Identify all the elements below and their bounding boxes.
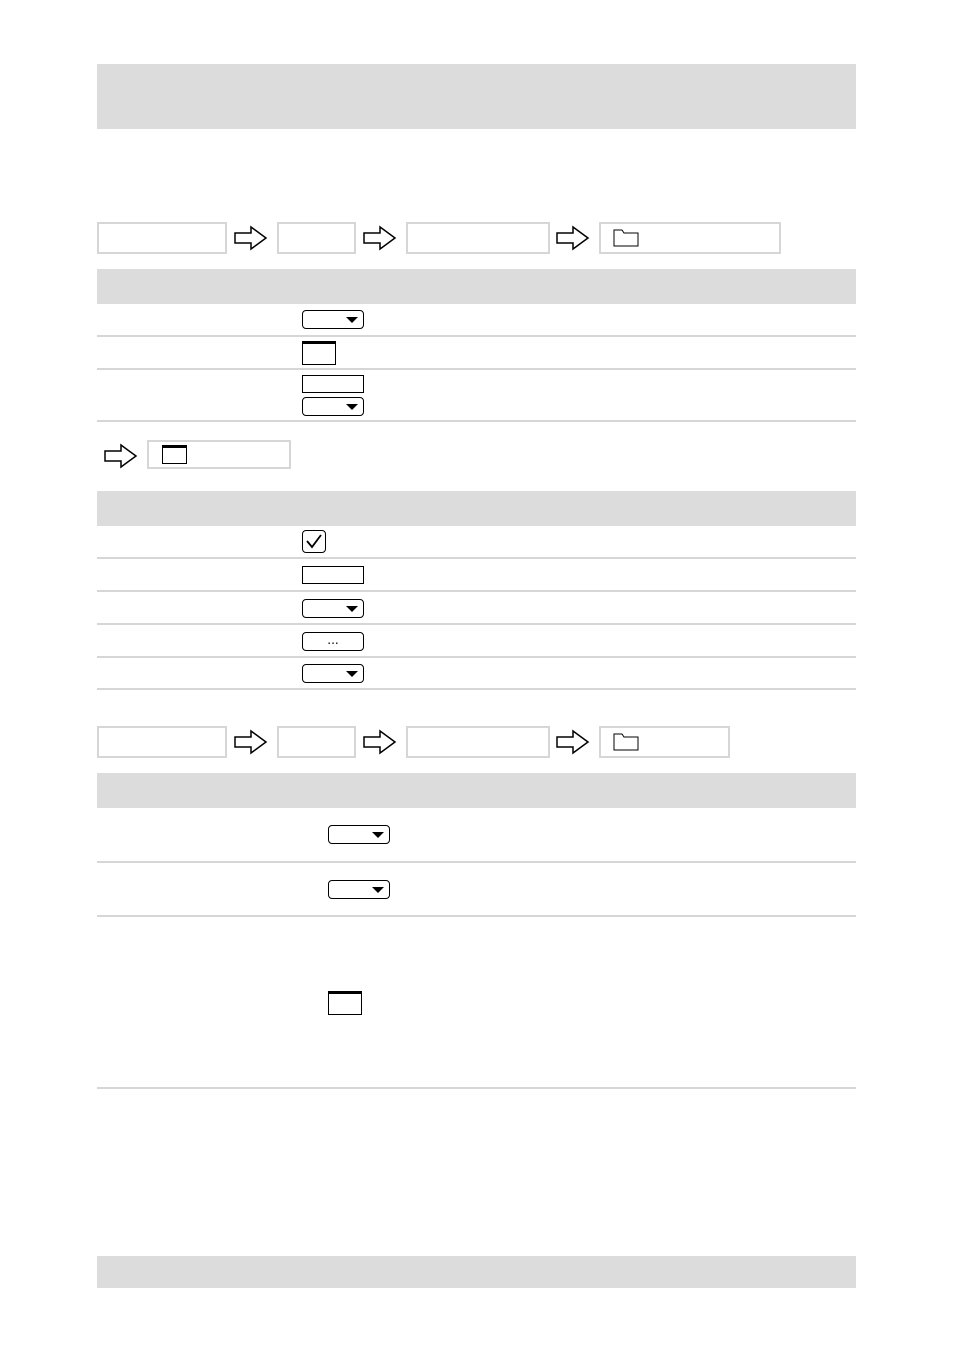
table-3-divider-2 xyxy=(97,915,856,917)
table-1-row-2-window-icon[interactable] xyxy=(302,341,336,365)
checkmark-icon xyxy=(303,531,325,552)
arrow-right-outline-icon xyxy=(233,728,269,756)
table-3-row-2-dropdown[interactable] xyxy=(328,880,390,899)
table-2-divider-1 xyxy=(97,557,856,559)
table-1-divider-2 xyxy=(97,368,856,370)
table-3-header xyxy=(97,773,856,808)
arrow-right-outline-icon xyxy=(103,442,139,470)
table-2-row-5-dropdown[interactable] xyxy=(302,664,364,683)
folder-icon xyxy=(613,733,639,751)
dropdown-arrow-icon xyxy=(346,404,358,410)
table-1-row-1-dropdown[interactable] xyxy=(302,310,364,329)
dropdown-arrow-icon xyxy=(346,317,358,323)
dropdown-arrow-icon xyxy=(346,671,358,677)
table-1-row-3-dropdown[interactable] xyxy=(302,397,364,416)
table-3-row-3-window-icon[interactable] xyxy=(328,991,362,1015)
arrow-right-outline-icon xyxy=(555,728,591,756)
breadcrumb-2-step-2[interactable] xyxy=(277,726,356,758)
table-2-divider-5 xyxy=(97,688,856,690)
table-2-row-4-browse-button[interactable]: ... xyxy=(302,632,364,651)
table-3-divider-1 xyxy=(97,861,856,863)
dropdown-arrow-icon xyxy=(372,832,384,838)
folder-icon xyxy=(613,229,639,247)
table-1-header xyxy=(97,269,856,304)
arrow-right-outline-icon xyxy=(555,224,591,252)
arrow-right-outline-icon xyxy=(362,224,398,252)
table-2-header xyxy=(97,491,856,526)
table-1-divider-1 xyxy=(97,335,856,337)
breadcrumb-1-step-2[interactable] xyxy=(277,222,356,254)
window-icon xyxy=(162,445,187,464)
breadcrumb-2-step-1[interactable] xyxy=(97,726,227,758)
page-footer-band xyxy=(97,1256,856,1288)
table-2-row-2-text-field[interactable] xyxy=(302,566,364,584)
dropdown-arrow-icon xyxy=(346,606,358,612)
breadcrumb-1-step-1[interactable] xyxy=(97,222,227,254)
breadcrumb-2-step-3[interactable] xyxy=(406,726,550,758)
breadcrumb-1-step-3[interactable] xyxy=(406,222,550,254)
arrow-right-outline-icon xyxy=(233,224,269,252)
table-3-row-1-dropdown[interactable] xyxy=(328,825,390,844)
page-header-band xyxy=(97,64,856,129)
table-1-divider-3 xyxy=(97,420,856,422)
table-2-divider-4 xyxy=(97,656,856,658)
dropdown-arrow-icon xyxy=(372,887,384,893)
table-2-row-1-checkbox[interactable] xyxy=(302,530,326,553)
table-1-row-3-text-field[interactable] xyxy=(302,375,364,393)
table-2-row-3-dropdown[interactable] xyxy=(302,599,364,618)
arrow-right-outline-icon xyxy=(362,728,398,756)
table-2-divider-3 xyxy=(97,623,856,625)
table-3-divider-3 xyxy=(97,1087,856,1089)
table-2-divider-2 xyxy=(97,590,856,592)
